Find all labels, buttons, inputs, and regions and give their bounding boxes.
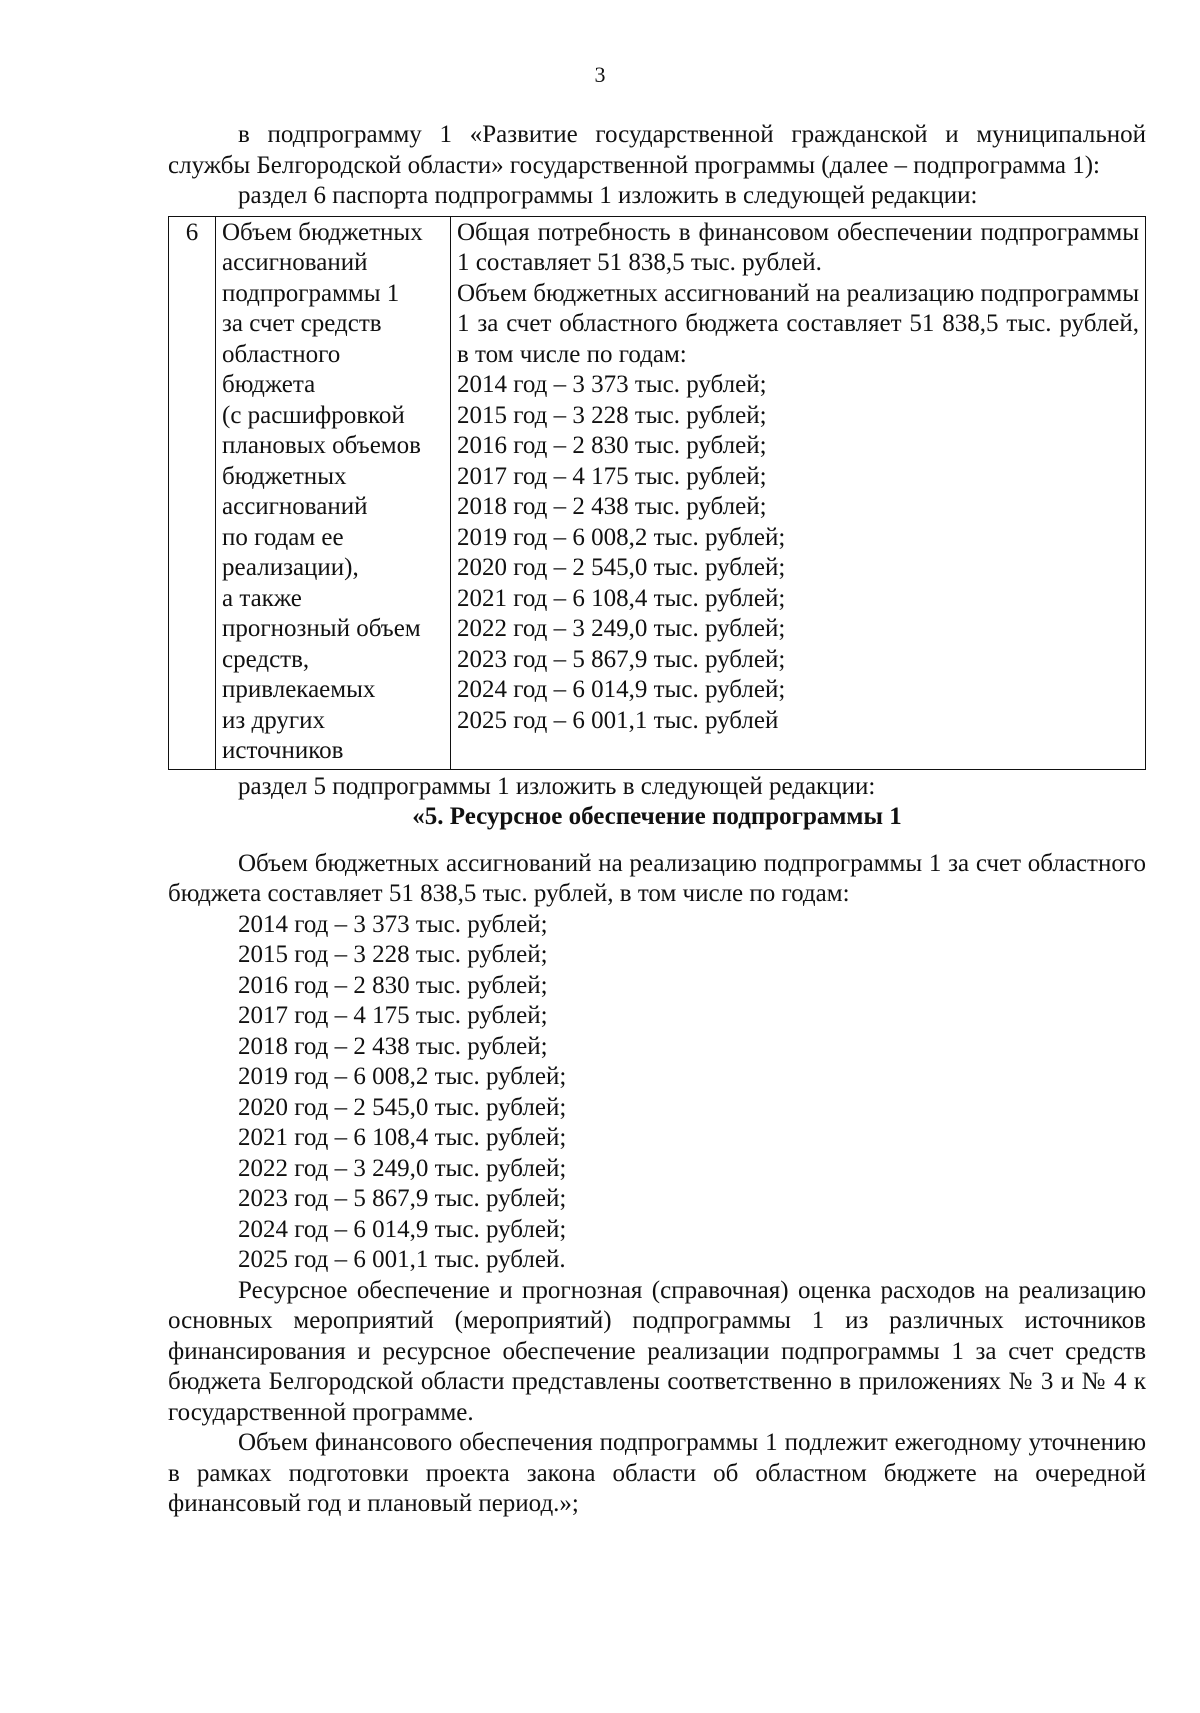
- year-line: 2018 год – 2 438 тыс. рублей;: [457, 493, 767, 520]
- row-number: 6: [185, 218, 199, 246]
- passport-table: [168, 216, 1146, 770]
- label-line: (с расшифровкой: [222, 401, 405, 429]
- label-line: а также: [222, 584, 302, 612]
- year-line: 2024 год – 6 014,9 тыс. рублей;: [238, 1215, 567, 1243]
- year-line: 2016 год – 2 830 тыс. рублей;: [238, 971, 548, 999]
- year-line: 2018 год – 2 438 тыс. рублей;: [238, 1032, 548, 1060]
- label-line: средств,: [222, 645, 310, 673]
- closing-paragraph: Объем финансового обеспечения подпрограммы 1 подлежит ежегодному уточнению в рамках подготовки проекта закона области об областном бюджете на очередной финансовый год и плановый период.»;: [168, 1429, 1146, 1517]
- label-line: ассигнований: [222, 493, 368, 520]
- year-line: 2021 год – 6 108,4 тыс. рублей;: [457, 584, 786, 612]
- year-line: 2014 год – 3 373 тыс. рублей;: [457, 371, 767, 398]
- label-line: прогнозный объем: [222, 615, 421, 642]
- year-line: 2020 год – 2 545,0 тыс. рублей;: [457, 554, 786, 581]
- year-line: 2016 год – 2 830 тыс. рублей;: [457, 432, 767, 459]
- label-line: привлекаемых: [222, 676, 376, 703]
- year-line: 2017 год – 4 175 тыс. рублей;: [457, 462, 767, 490]
- page-number: 3: [594, 62, 606, 87]
- resource-paragraph: Ресурсное обеспечение и прогнозная (справочная) оценка расходов на реализацию основных мероприятий (мероприятий) подпрограммы 1 из различных источников финансирования и ресурсное обеспечение реализации подпрограммы 1 за счет средств бюджета Белгородской области представлены соответственно в приложениях № 3 и № 4 к государственной программе.: [168, 1276, 1146, 1426]
- section5-instruction: раздел 5 подпрограммы 1 изложить в следующей редакции:: [238, 772, 876, 800]
- year-line: 2019 год – 6 008,2 тыс. рублей;: [238, 1063, 567, 1090]
- intro-paragraph: в подпрограмму 1 «Развитие государственной гражданской и муниципальной службы Белгородской области» государственной программы (далее – подпрограмма 1):: [168, 121, 1146, 179]
- section6-instruction: раздел 6 паспорта подпрограммы 1 изложить в следующей редакции:: [238, 182, 978, 209]
- label-line: из других: [222, 706, 326, 734]
- document-body: [168, 120, 1146, 1520]
- year-line: 2022 год – 3 249,0 тыс. рублей;: [457, 615, 786, 642]
- description-budget: Объем бюджетных ассигнований на реализацию подпрограммы 1 за счет областного бюджета составляет 51 838,5 тыс. рублей, в том числе по годам:: [457, 279, 1139, 368]
- label-line: за счет средств: [222, 310, 382, 337]
- label-line: бюджетных: [222, 462, 347, 490]
- year-line: 2015 год – 3 228 тыс. рублей;: [457, 401, 767, 429]
- description-cell: [451, 216, 1146, 769]
- label-line: по годам ее: [222, 523, 344, 551]
- year-line: 2025 год – 6 001,1 тыс. рублей: [457, 706, 779, 734]
- label-line: бюджета: [222, 371, 316, 398]
- section5-intro: Объем бюджетных ассигнований на реализацию подпрограммы 1 за счет областного бюджета составляет 51 838,5 тыс. рублей, в том числе по годам:: [168, 849, 1146, 907]
- year-line: 2025 год – 6 001,1 тыс. рублей.: [238, 1246, 566, 1273]
- year-line: 2017 год – 4 175 тыс. рублей;: [238, 1002, 548, 1029]
- year-line: 2022 год – 3 249,0 тыс. рублей;: [238, 1154, 567, 1182]
- label-line: реализации),: [222, 554, 359, 581]
- description-total: Общая потребность в финансовом обеспечении подпрограммы 1 составляет 51 838,5 тыс. рублей.: [457, 218, 1139, 276]
- year-line: 2014 год – 3 373 тыс. рублей;: [238, 910, 548, 938]
- year-line: 2020 год – 2 545,0 тыс. рублей;: [238, 1093, 567, 1121]
- row-number-cell: [169, 216, 216, 769]
- label-line: плановых объемов: [222, 432, 421, 459]
- table-row: [169, 216, 1146, 769]
- spacer: [168, 833, 1146, 849]
- label-line: ассигнований: [222, 249, 368, 276]
- year-line: 2023 год – 5 867,9 тыс. рублей;: [238, 1185, 567, 1212]
- label-line: подпрограммы 1: [222, 279, 400, 307]
- section5-heading: «5. Ресурсное обеспечение подпрограммы 1: [412, 803, 902, 830]
- year-line: 2015 год – 3 228 тыс. рублей;: [238, 941, 548, 968]
- label-line: областного: [222, 340, 341, 368]
- year-line: 2021 год – 6 108,4 тыс. рублей;: [238, 1124, 567, 1151]
- year-line: 2024 год – 6 014,9 тыс. рублей;: [457, 676, 786, 703]
- label-line: Объем бюджетных: [222, 218, 423, 246]
- label-cell: [216, 216, 451, 769]
- year-line: 2019 год – 6 008,2 тыс. рублей;: [457, 523, 786, 551]
- year-line: 2023 год – 5 867,9 тыс. рублей;: [457, 645, 786, 673]
- label-line: источников: [222, 737, 344, 764]
